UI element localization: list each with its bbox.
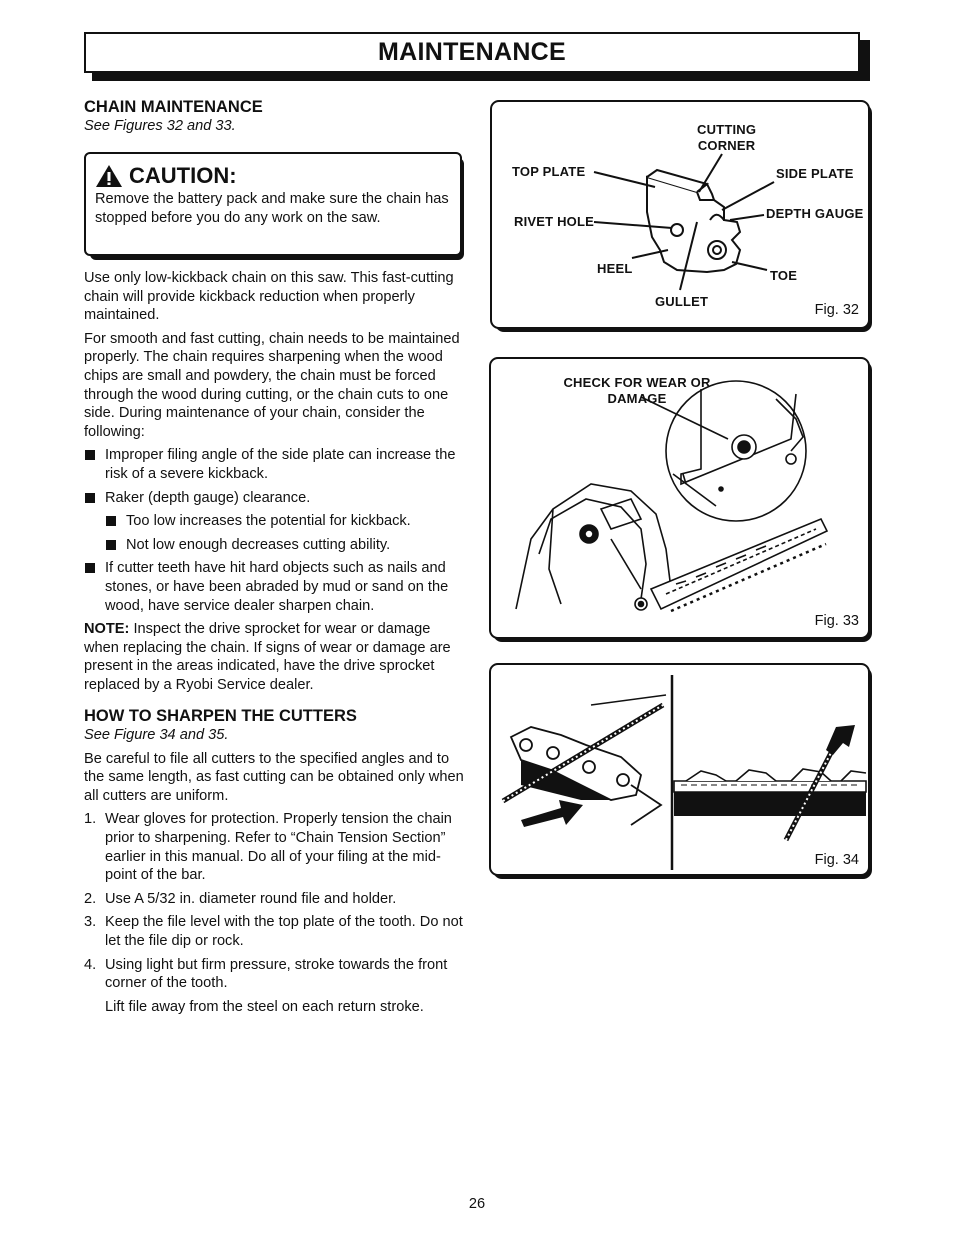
label-cutting: CUTTING	[697, 122, 757, 137]
warning-icon	[95, 164, 123, 188]
label-check-wear	[539, 375, 735, 407]
note-paragraph	[84, 620, 464, 694]
sub-bullet-not-low: Not low enough decreases cutting ability.	[84, 536, 464, 555]
bullet-raker: Raker (depth gauge) clearance.	[84, 489, 464, 508]
step-2	[84, 890, 464, 909]
label-check-wear-line2: DAMAGE	[607, 391, 667, 406]
label-check-wear-line1: CHECK FOR WEAR OR	[563, 375, 711, 390]
bullet-filing-angle: Improper filing angle of the side plate can increase the risk of a severe kickback.	[84, 446, 464, 483]
paragraph-smooth-cutting: For smooth and fast cutting, chain needs to be maintained properly. The chain requires sharpening when the wood chips are small and powdery, the chain must be forced through the wood during cutting, or the chain cuts to one side. During maintenance of your chain, consider the following:	[84, 330, 460, 440]
label-gullet: GULLET	[655, 294, 709, 309]
figure-32	[490, 100, 870, 329]
note-text: Inspect the drive sprocket for wear or damage when replacing the chain. If signs of wear or damage are present in the areas indicated, have the drive sprocket replaced by a Ryobi Service dealer.	[84, 621, 451, 693]
step-text: Using light but firm pressure, stroke towards the front corner of the tooth.	[105, 956, 448, 992]
label-depth-gauge: DEPTH GAUGE	[766, 206, 864, 221]
caution-box	[84, 152, 462, 256]
fig32-label: Fig. 32	[814, 302, 859, 318]
caution-text: Remove the battery pack and make sure the chain has stopped before you do any work on the saw.	[95, 191, 449, 226]
step-text: Use A 5/32 in. diameter round file and holder.	[105, 890, 397, 907]
label-toe: TOE	[770, 268, 798, 283]
figure-34	[489, 663, 870, 876]
fig34-label: Fig. 34	[814, 852, 859, 868]
header-banner	[84, 32, 860, 73]
page-title: MAINTENANCE	[377, 38, 567, 66]
sub-bullet-too-low: Too low increases the potential for kickback.	[84, 512, 464, 531]
step-4-extra: Lift file away from the steel on each return stroke.	[105, 998, 424, 1015]
fig33-label: Fig. 33	[814, 613, 859, 629]
caution-title: CAUTION:	[129, 163, 237, 188]
bullet-cutter-teeth: If cutter teeth have hit hard objects such as nails and stones, or have been abraded by mud or sand on the wood, have service dealer sharpen chain.	[84, 559, 464, 615]
sharpen-heading: HOW TO SHARPEN THE CUTTERS	[84, 707, 357, 725]
chain-maintenance-header	[84, 97, 464, 136]
note-label: NOTE:	[84, 621, 130, 638]
figure-33	[489, 357, 870, 639]
label-top-plate: TOP PLATE	[512, 164, 586, 179]
step-number: 3.	[84, 914, 97, 931]
paragraph-low-kickback: Use only low-kickback chain on this saw. This fast-cutting chain will provide kickback reduction when properly maintained.	[84, 270, 454, 324]
chain-maintenance-heading: CHAIN MAINTENANCE	[84, 98, 263, 116]
step-3	[84, 913, 464, 950]
label-heel: HEEL	[597, 261, 633, 276]
chain-maintenance-body	[84, 269, 464, 699]
page-number: 26	[468, 1196, 486, 1212]
step-text: Wear gloves for protection. Properly tension the chain prior to sharpening. Refer to “Chain Tension Section” earlier in this manual. Do all of your filing at the mid-point of the bar.	[105, 811, 452, 884]
chain-maintenance-see: See Figures 32 and 33.	[84, 118, 236, 134]
step-4	[84, 956, 464, 993]
label-corner: CORNER	[697, 138, 756, 153]
step-number: 2.	[84, 890, 97, 907]
label-cutting-corner	[697, 122, 756, 154]
label-side-plate: SIDE PLATE	[776, 166, 854, 181]
sharpening-diagram	[491, 665, 868, 874]
label-rivet-hole: RIVET HOLE	[514, 214, 595, 229]
step-number: 1.	[84, 811, 97, 828]
step-1	[84, 810, 464, 884]
step-text: Keep the file level with the top plate of the tooth. Do not let the file dip or rock.	[105, 914, 463, 949]
sharpen-section	[84, 706, 464, 1021]
sharpen-see: See Figure 34 and 35.	[84, 727, 229, 743]
sharpen-intro: Be careful to file all cutters to the specified angles and to the same length, as fast cutting can be obtained only when all cutters are uniform.	[84, 750, 464, 804]
caution-title-row	[95, 164, 451, 188]
step-number: 4.	[84, 956, 97, 973]
